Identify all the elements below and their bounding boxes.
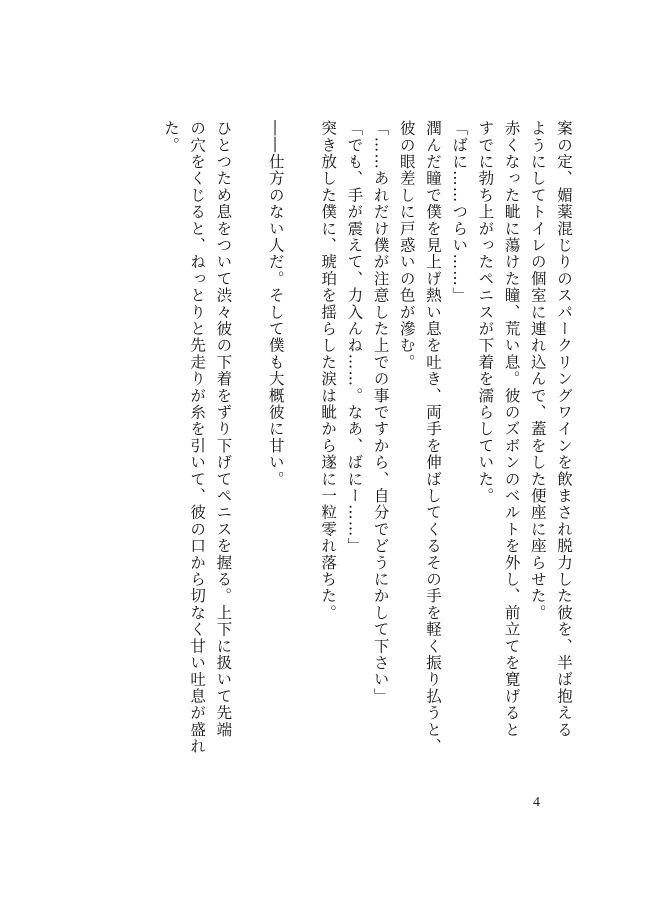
- page-number: 4: [533, 795, 540, 810]
- text-line-2: ようにしてトイレの個室に連れ込んで、蓋をした便座に座らせた。: [528, 120, 547, 621]
- text-line-7: 彼の眼差しに戸惑いの色が滲む。: [397, 120, 416, 371]
- text-line-13: の穴をくじると、ねっとりと先走りが糸を引いて、彼の口から切なく甘い吐息が盛れ: [188, 120, 207, 755]
- text-line-6: 潤んだ瞳で僕を見上げ熱い息を吐き、両手を伸ばしてくるその手を軽く振り払うと、: [423, 120, 442, 755]
- text-line-10: 突き放した僕に、琥珀を揺らした涙は眦から遂に一粒零れ落ちた。: [319, 120, 338, 621]
- text-line-4: すでに勃ち上がったペニスが下着を濡らしていた。: [476, 120, 495, 505]
- text-line-3: 赤くなった眦に蕩けた瞳、荒い息。彼のズボンのベルトを外し、前立てを寛げると: [502, 120, 521, 738]
- text-line-5: 「ばに……つらい……」: [450, 120, 469, 304]
- text-line-11: ――仕方のない人だ。そして僕も大概彼に甘い。: [266, 120, 285, 488]
- blank-line-2: [236, 120, 262, 780]
- vertical-text-block: [47, 120, 577, 780]
- text-line-9: 「でも、手が震えて、力入んね……。なあ、ばにー……」: [345, 120, 364, 555]
- text-line-12: ひとつため息をついて渋々彼の下着をずり下げてペニスを握る。上下に扱いて先端: [214, 120, 233, 738]
- text-line-8: 「……あれだけ僕が注意した上での事ですから、自分でどうにかして下さい」: [371, 120, 390, 705]
- blank-line-1: [289, 120, 315, 780]
- text-line-1: 案の定、媚薬混じりのスパークリングワインを飲まされ脱力した彼を、半ば抱える: [555, 120, 573, 738]
- text-line-14: た。: [161, 120, 180, 154]
